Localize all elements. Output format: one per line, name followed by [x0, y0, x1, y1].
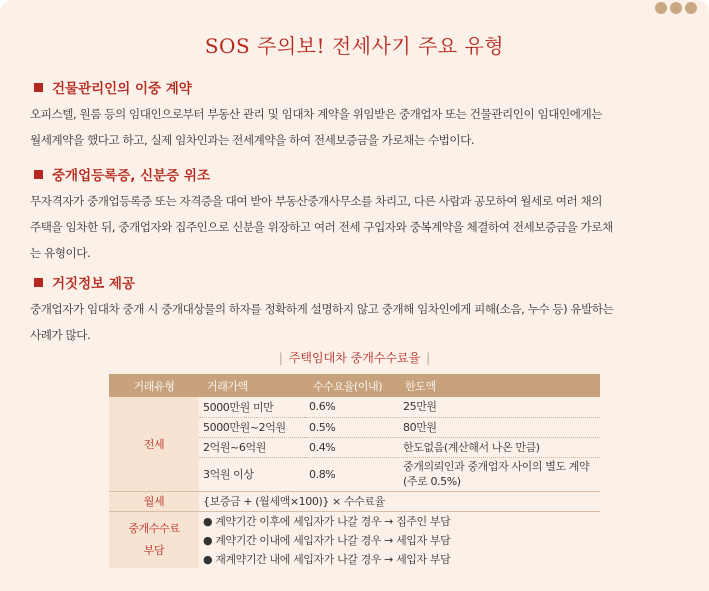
body-line: 무자격자가 중개업등록증 또는 자격증을 대여 받아 부동산중개사무소를 차리고, 다른 사람과 공모하여 월세로 여러 채의: [30, 194, 603, 208]
section-false-info: [30, 272, 685, 348]
table-row: [109, 511, 600, 530]
body-line: 중개업자가 임대차 중개 시 중개대상물의 하자를 정확하게 설명하지 않고 중개해 임차인에게 피해(소음, 누수 등) 유발하는: [30, 302, 614, 316]
dot-icon: [685, 2, 697, 14]
body-line: 월세계약을 했다고 하고, 실제 임차인과는 전세계약을 하여 전세보증금을 가로채는 수법이다.: [30, 133, 475, 147]
column-header: 수수요율(이내): [305, 374, 397, 397]
category-cell: 전세: [109, 397, 199, 491]
table-row: 3억원 이상 0.8% 중개의뢰인과 중개업자 사이의 별도 계약 (주로 0.5%): [109, 457, 600, 491]
section-body: [30, 296, 685, 348]
decorative-dots: [655, 2, 697, 14]
body-line: 사례가 많다.: [30, 328, 91, 342]
section-body: [30, 188, 685, 266]
section-double-contract: [30, 77, 685, 153]
commission-table: [109, 374, 600, 568]
column-header: 거래가액: [199, 374, 305, 397]
table-row: 5000만원~2억원 0.5% 80만원: [109, 417, 600, 437]
section-heading: 거짓정보 제공: [52, 276, 135, 292]
body-line: 는 유형이다.: [30, 246, 91, 260]
category-cell: 월세: [109, 491, 199, 511]
page-title: SOS 주의보! 전세사기 주요 유형: [204, 34, 505, 58]
body-line: 주택을 임차한 뒤, 중개업자와 집주인으로 신분을 위장하고 여러 전세 구입자와 중복계약을 체결하여 전세보증금을 가로채: [30, 220, 613, 234]
column-header: 한도액: [397, 374, 600, 397]
dot-icon: [670, 2, 682, 14]
section-heading: 건물관리인의 이중 계약: [52, 81, 192, 97]
column-header: 거래유형: [109, 374, 199, 397]
square-bullet-icon: [34, 170, 43, 179]
list-item: ● 재계약기간 내에 세입자가 나갈 경우 → 세입자 부담: [203, 552, 451, 566]
category-cell: 중개수수료 부담: [109, 511, 199, 568]
section-body: [30, 101, 685, 153]
table-row: 전세 5000만원 미만 0.6% 25만원: [109, 397, 600, 417]
section-heading: 중개업등록증, 신분증 위조: [52, 168, 210, 184]
table-caption: | 주택임대차 중개수수료율 |: [278, 351, 431, 365]
body-line: 오피스텔, 원룸 등의 임대인으로부터 부동산 관리 및 임대차 계약을 위임받은 중개업자 또는 건물관리인이 임대인에게는: [30, 107, 603, 121]
table-header-row: [109, 374, 600, 397]
list-item: ● 계약기간 이후에 세입자가 나갈 경우 → 집주인 부담: [203, 514, 451, 528]
dot-icon: [655, 2, 667, 14]
table-row: 2억원~6억원 0.4% 한도없음(계산해서 나온 만큼): [109, 437, 600, 457]
square-bullet-icon: [34, 278, 43, 287]
square-bullet-icon: [34, 83, 43, 92]
formula-cell: {보증금 + (월세액×100)} × 수수료율: [199, 491, 600, 511]
table-row: [109, 491, 600, 511]
list-item: ● 계약기간 이내에 세입자가 나갈 경우 → 세입자 부담: [203, 533, 451, 547]
section-forged-id: [30, 164, 685, 266]
